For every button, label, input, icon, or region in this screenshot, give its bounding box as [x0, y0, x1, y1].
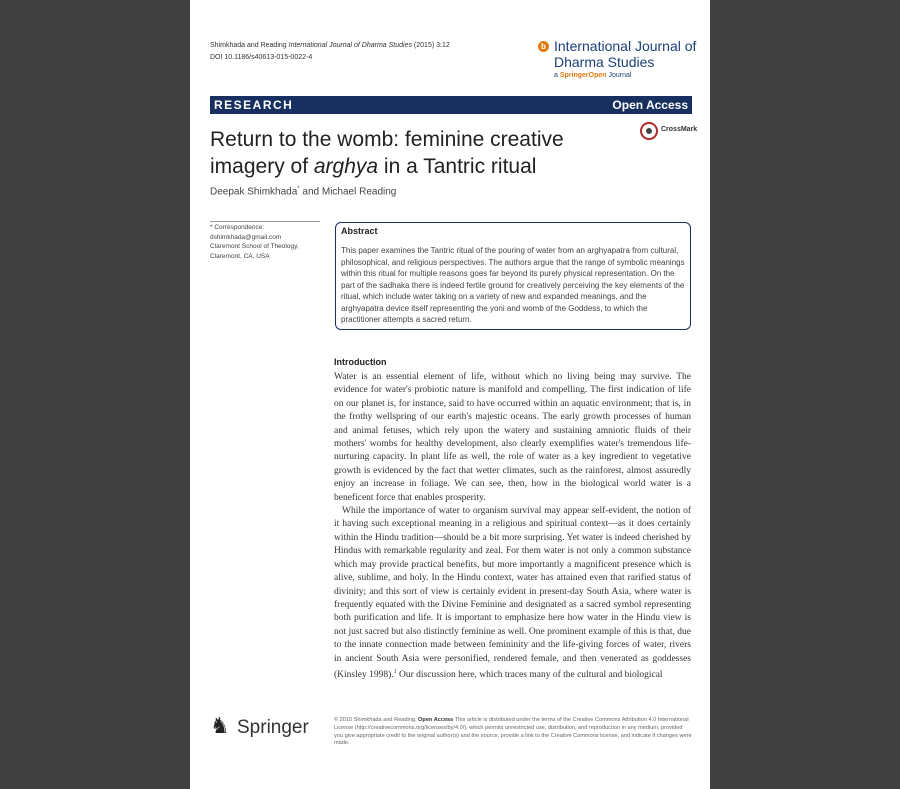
abstract-heading: Abstract	[341, 226, 378, 236]
introduction-heading: Introduction	[334, 357, 387, 367]
doi-line[interactable]: DOI 10.1186/s40613-015-0022-4	[210, 54, 313, 61]
license-open-access: Open Access	[418, 717, 454, 723]
citation-line	[210, 40, 510, 52]
citation-journal: International Journal of Dharma Studies	[288, 42, 412, 49]
correspondence-block	[210, 221, 320, 261]
crossmark-badge[interactable]	[640, 122, 700, 142]
springer-horse-icon: ♞	[210, 713, 230, 738]
correspondence-email[interactable]: dshimkhada@gmail.com	[210, 233, 282, 241]
license-notice	[334, 717, 692, 748]
journal-logo-icon: b	[538, 41, 549, 52]
crossmark-icon	[640, 122, 658, 140]
affiliation-line-1: Claremont School of Theology,	[210, 243, 299, 250]
license-copyright: © 2015 Shimkhada and Reading.	[334, 717, 419, 723]
citation-header	[210, 40, 510, 64]
license-text: This article is distributed under the terms of the Creative Commons Attribution 4.0 International License (http://creativecommons.org/licenses/by/4.0/), which permits unrestricted use, distribution, and reproduction in any medium, provided you give appropriate credit to the original author(s) and the source, provide a link to the Creative Commons license, and indicate if changes were made.	[334, 717, 692, 747]
paragraph-2-text: While the importance of water to organism survival may appear self-evident, the notion of it having such exceptional meaning in a religious and spiritual context—as it does certainly within the Hindu tradition—should be a bit more surprising. Yet water is indeed cherished by Hindus with remarkable regularity and zeal. For them water is not only a common substance which may provide practical benefits, but more importantly a magnificent presence which is alive, sublime, and holy. In the Hindu context, water has attained even that rarified status of divinity; and this sort of view is certainly evident in present-day South Asia, where water is frequently equated with the Divine Feminine and designated as a sacred symbol representing both purification and life. It is important to emphasize here how water in the Hindu view is not just sacred but also distinctly feminine as well. One prominent example of this is that, due to the innate connection made between femininity and the life-giving forces of water, rivers in ancient South Asia were personified, rendered female, and then venerated as goddesses (Kinsley 1998).	[334, 506, 691, 681]
open-access-label: Open Access	[612, 98, 688, 112]
paragraph-2	[334, 505, 691, 682]
affiliation-line-2: Claremont, CA, USA	[210, 252, 270, 260]
springer-logo	[210, 714, 330, 744]
author-1[interactable]: Deepak Shimkhada	[210, 186, 298, 198]
title-italic: arghya	[313, 155, 379, 178]
article-type-label: RESEARCH	[214, 98, 294, 112]
citation-authors: Shimkhada and Reading	[210, 42, 289, 49]
author-2[interactable]: and Michael Reading	[299, 186, 397, 198]
crossmark-label: CrossMark	[661, 126, 698, 133]
journal-name: International Journal of Dharma Studies	[554, 38, 697, 70]
paragraph-2-continuation: Our discussion here, which traces many of the cultural and biological	[396, 670, 663, 681]
title-part-1: Return to the womb: feminine creative imagery of	[210, 128, 564, 178]
citation-volume: (2015) 3:12	[411, 42, 450, 49]
springer-wordmark: Springer	[237, 717, 309, 738]
article-page	[190, 0, 710, 789]
paragraph-1: Water is an essential element of life, without which no living being may survive. The evidence for water's probiotic nature is manifold and compelling. The first indication of life on our planet is, for instance, said to have occurred within an aquatic environment; that is, in the frothy wellspring of our earth's majestic oceans. The early growth processes of human and animal fetuses, which rely upon the watery and sustaining amniotic fluids of their mothers' wombs for healthy development, also clearly exemplifies water's tremendous life-nurturing capacity. In plant life as well, the role of water as a key ingredient to vegetative growth is evidenced by the fact that wetter climates, such as the rainforest, almost assuredly enjoy an increase in foliage. We can see, then, how in the biological world water is a beneficent force that enables prosperity.	[334, 372, 691, 503]
abstract-text: This paper examines the Tantric ritual of the pouring of water from an arghyapatra from cultural, philosophical, and religious perspectives. The authors argue that the range of symbolic meanings within this ritual for multiple reasons goes far beyond its purely physical representation. On the part of the sadhaka there is indeed fertile ground for creatively perceiving the key elements of the ritual, which include water taking on a variety of new and expanded meanings, and the arghyapatra device itself representing the yoni and womb of the Goddess, to which the practitioner attempts a sacred return.	[341, 246, 685, 324]
footnote-marker[interactable]: 1	[393, 668, 397, 675]
journal-subtitle	[554, 72, 631, 79]
author-list	[210, 186, 396, 197]
title-part-2: in a Tantric ritual	[378, 155, 537, 178]
journal-sub-brand: SpringerOpen	[559, 72, 607, 79]
journal-sub-suffix: Journal	[606, 72, 632, 79]
abstract-box	[335, 222, 691, 330]
article-type-bar	[210, 96, 692, 114]
body-text	[334, 371, 691, 683]
article-title	[210, 126, 620, 180]
journal-sub-prefix: a	[554, 72, 560, 79]
correspondence-label: * Correspondence:	[210, 224, 265, 231]
corresponding-marker: *	[297, 186, 300, 192]
